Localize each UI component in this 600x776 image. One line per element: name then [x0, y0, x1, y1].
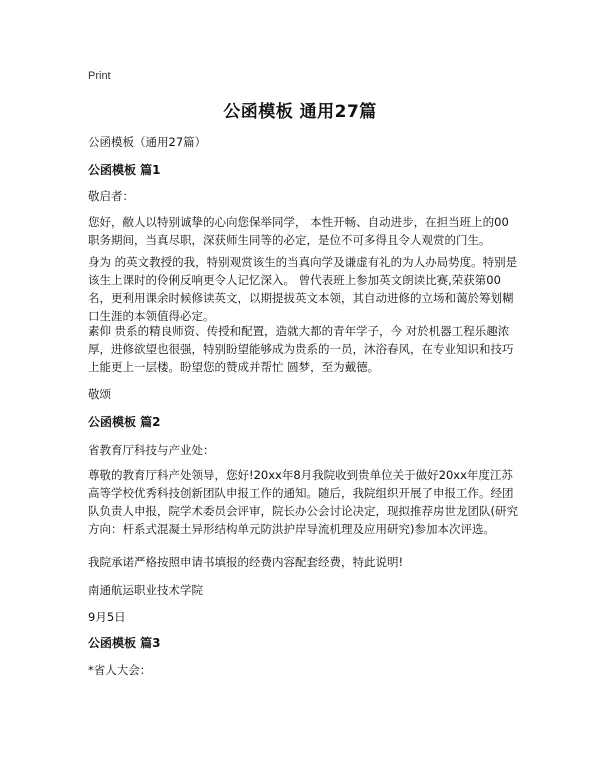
salutation: *省人大会：: [88, 663, 152, 677]
salutation: 敬启者：: [88, 189, 134, 203]
print-label: Print: [88, 70, 111, 82]
section-heading: 公函模板 篇2: [88, 415, 161, 429]
salutation: 省教育厅科技与产业处：: [88, 443, 215, 457]
paragraph: 您好，敝人以特别诚挚的心向您保举同学， 本性开畅、自动进步，在担当班上的00职务期间，当真尽职，深获师生同等的必定，是位不可多得且令人观赏的门生。: [88, 215, 509, 247]
paragraph: 素仰 贵系的精良师资、传授和配置，造就大都的青年学子，今 对於机器工程乐趣浓厚，进修欲望也很强，特别盼望能够成为贵系的一员，沐浴春风，在专业知识和技巧上能更上一层楼。盼望您的赞成并帮忙 圆梦，至为戴德。: [88, 324, 514, 374]
signature: 南通航运职业技术学院: [88, 583, 203, 597]
subtitle: 公函模板（通用27篇）: [88, 135, 207, 149]
paragraph: 身为 的英文教授的我，特别观赏该生的当真向学及谦虚有礼的为人办局势度。特别是该生上课时的伶俐反响更令人记忆深入。 曾代表班上参加英文朗读比赛,荣获第00名，更利用课余时候修读英文，以期提拔英文本领，其自动进修的立场和蔼於筹划糊口生涯的本领值得必定。: [88, 255, 518, 323]
section-heading: 公函模板 篇1: [88, 163, 161, 177]
document-title: 公函模板 通用27篇: [223, 102, 377, 122]
section-heading: 公函模板 篇3: [88, 636, 161, 650]
paragraph: 我院承诺严格按照申请书填报的经费内容配套经费，特此说明!: [88, 555, 404, 569]
closing: 敬颂: [88, 387, 111, 401]
paragraph: 尊敬的教育厅科产处领导，您好!20xx年8月我院收到贵单位关于做好20xx年度江苏高等学校优秀科技创新团队申报工作的通知。随后，我院组织开展了申报工作。经团队负责人申报，院学术委员会评审，院长办公会讨论决定，现拟推荐房世龙团队(研究方向：杆系式混凝土异形结构单元防洪护岸导流机理及应用研究)参加本次评选。: [88, 468, 518, 536]
date: 9月5日: [88, 610, 126, 624]
